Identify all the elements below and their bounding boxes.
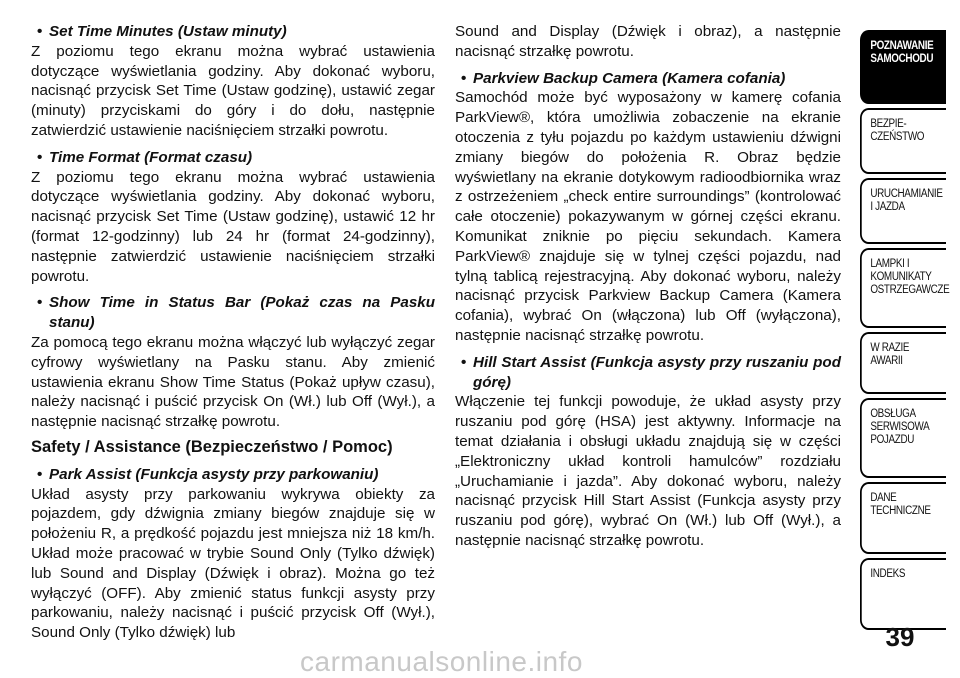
item-title-show-time-status-bar: • Show Time in Status Bar (Pokaż czas na Pasku stanu): [37, 294, 435, 332]
item-title-time-format: • Time Format (Format czasu): [37, 148, 253, 166]
section-heading-safety-assistance: Safety / Assistance (Bezpieczeństwo / Pomoc): [31, 437, 393, 456]
item-text-time-format: Z poziomu tego ekranu można wybrać ustawienia dotyczące wyświetlania godziny. Aby dokonać wyboru, nacisnąć przycisk Set Time (Ustaw godzinę), ustawić 12 hr (format 12-godzinny) lub 24 hr (format 24-godzinny), następnie zatwierdzić ustawienie naciśnięciem strzałki powrotu.: [31, 168, 435, 285]
tab-lampki-i-komunikaty[interactable]: LAMPKI I KOMUNIKATY OSTRZEGAWCZE: [860, 248, 946, 328]
tab-poznawanie-samochodu[interactable]: POZNAWANIE SAMOCHODU: [860, 30, 946, 104]
continuation-text: Sound and Display (Dźwięk i obraz), a następnie nacisnąć strzałkę powrotu.: [455, 23, 841, 60]
item-text-show-time-status-bar: Za pomocą tego ekranu można włączyć lub wyłączyć zegar cyfrowy wyświetlany na Pasku stanu. Aby zmienić ustawienia ekranu Show Time Status (Pokaż upływ czasu), należy nacisnąć i puścić przycisk On (Wł.) lub Off (Wył.), a następnie nacisnąć strzałkę powrotu.: [31, 333, 435, 431]
tab-uruchamianie-i-jazda[interactable]: URUCHAMIANIE I JAZDA: [860, 178, 946, 244]
item-text-park-assist: Układ asysty przy parkowaniu wykrywa obiekty za pojazdem, gdy dźwignia zmiany biegów znajduje się w położeniu R, a prędkość pojazdu jest mniejsza niż 18 km/h. Układ może pracować w trybie Sound Only (Tylko dźwięk) lub Sound and Display (Dźwięk i obraz). Można go też wyłączyć (OFF). Aby zmienić status funkcji asysty przy parkowaniu, należy nacisnąć i puścić przycisk Off (Wył.), Sound Only (Tylko dźwięk) lub: [31, 485, 435, 642]
item-text-set-time-minutes: Z poziomu tego ekranu można wybrać ustawienia dotyczące wyświetlania godziny. Aby dokonać wyboru, nacisnąć przycisk Set Time (Ustaw godzinę), ustawić zegar (minuty) przyciskami do góry i do dołu, następnie zatwierdzić ustawienie naciśnięciem strzałki powrotu.: [31, 42, 435, 139]
tab-dane-techniczne[interactable]: DANE TECHNICZNE: [860, 482, 946, 554]
chapter-tabs: [860, 30, 960, 634]
item-text-hill-start-assist: Włączenie tej funkcji powoduje, że układ asysty przy ruszaniu pod górę (HSA) jest aktywny. Informacje na temat działania i obsługi układu znajdują się w części „Elektroniczny układ kontroli hamulców” rozdziału „Uruchamianie i jazda”. Aby dokonać wyboru, należy nacisnąć przycisk Hill Start Assist (Funkcja asysty przy ruszaniu pod górę), wybrać On (Wł.) lub Off (Wył.), a następnie nacisnąć strzałkę powrotu.: [455, 393, 841, 549]
tab-indeks[interactable]: INDEKS: [860, 558, 946, 630]
tab-bezpieczenstwo[interactable]: BEZPIE- CZEŃSTWO: [860, 108, 946, 174]
right-column: [455, 22, 841, 551]
item-title-set-time-minutes: • Set Time Minutes (Ustaw minuty): [37, 23, 287, 40]
item-title-parkview-camera: • Parkview Backup Camera (Kamera cofania): [461, 69, 786, 87]
watermark: carmanualsonline.info: [300, 646, 583, 677]
bullet: •: [37, 23, 43, 40]
item-title-park-assist: • Park Assist (Funkcja asysty przy parkowaniu): [37, 465, 379, 483]
bullet: •: [461, 69, 467, 87]
page-number: 39: [885, 622, 915, 652]
bullet: •: [37, 294, 43, 312]
item-title-hill-start-assist: • Hill Start Assist (Funkcja asysty przy ruszaniu pod górę): [461, 353, 841, 391]
left-column: [31, 22, 435, 643]
bullet: •: [461, 353, 467, 371]
item-text-parkview-camera: Samochód może być wyposażony w kamerę cofania ParkView®, która umożliwia zobaczenie na ekranie otoczenia z tyłu pojazdu po każdym ustawieniu dźwigni zmiany biegów do położenia R. Obraz będzie wyświetlany na ekranie dotykowym radioodbiornika wraz z ostrzeżeniem „check entire surroundings” (kontrolować całe otoczenie) pokazywanym w górnej części ekranu. Komunikat zniknie po pięciu sekundach. Kamera ParkView® znajduje się w tylnej części pojazdu, nad tylną tablicą rejestracyjną. Aby dokonać wyboru, należy nacisnąć przycisk Parkview Backup Camera (Kamera cofania), wybrać On (włączona) lub Off (wyłączona), następnie nacisnąć strzałkę powrotu.: [455, 89, 841, 344]
tab-obsluga-serwisowa[interactable]: OBSŁUGA SERWISOWA POJAZDU: [860, 398, 946, 478]
bullet: •: [37, 465, 43, 483]
tab-w-razie-awarii[interactable]: W RAZIE AWARII: [860, 332, 946, 394]
bullet: •: [37, 148, 43, 166]
